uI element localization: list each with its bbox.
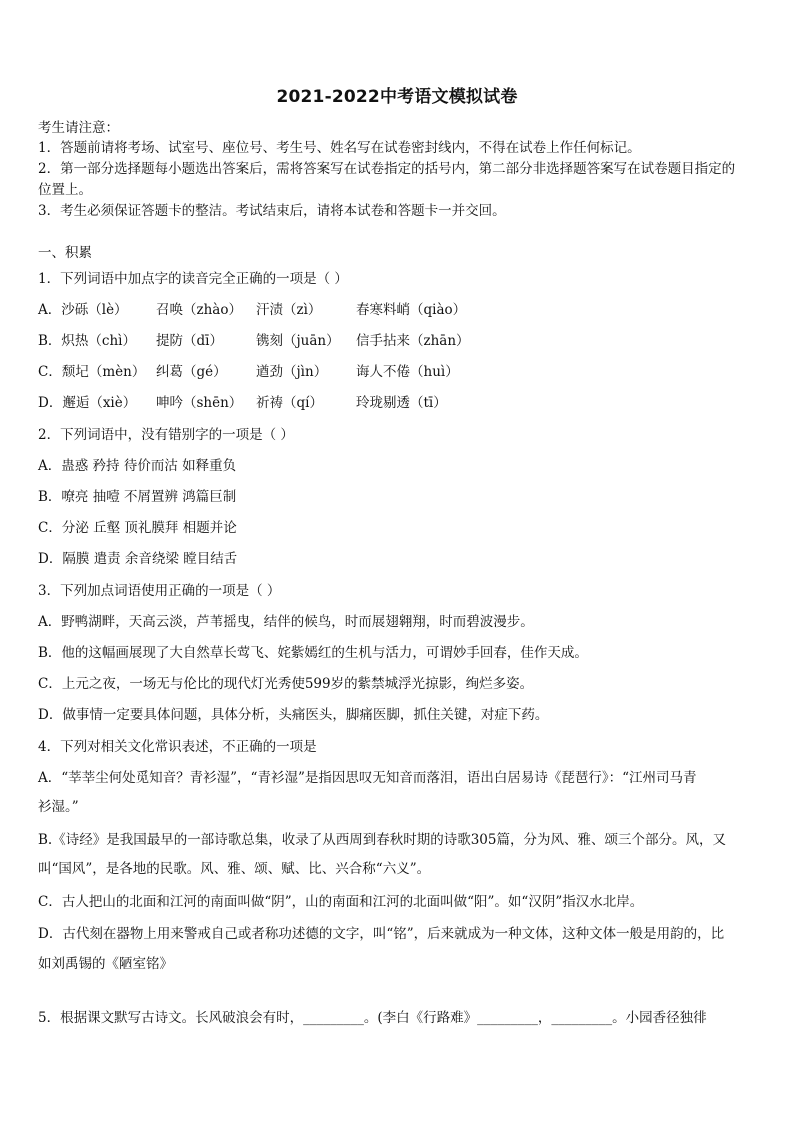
option-item: C．颓圮（mèn） bbox=[38, 364, 146, 380]
question-4-option-d: D．古代刻在器物上用来警戒自己或者称功述德的文字，叫“铭”，后来就成为一种文体，这种文体一般是用韵的，比 bbox=[38, 926, 725, 942]
question-3-stem: 3．下列加点词语使用正确的一项是（ ） bbox=[38, 583, 281, 599]
page-title: 2021-2022中考语文模拟试卷 bbox=[276, 87, 518, 107]
option-item: 诲人不倦（huì） bbox=[356, 364, 459, 380]
question-4-option-c: C．古人把山的北面和江河的南面叫做“阴”，山的南面和江河的北面叫做“阳”。如“汉阴”指汉水北岸。 bbox=[38, 894, 644, 910]
option-item: 镌刻（juān） bbox=[256, 333, 340, 349]
question-2-option-c: C．分泌 丘壑 顶礼膜拜 相题并论 bbox=[38, 520, 237, 536]
question-3-option-b: B．他的这幅画展现了大自然草长莺飞、姹紫嫣红的生机与活力，可谓妙手回春，佳作天成。 bbox=[38, 645, 588, 661]
option-item: 纠葛（gé） bbox=[156, 364, 227, 380]
option-item: 汗渍（zì） bbox=[256, 302, 322, 318]
option-item: 信手拈来（zhān） bbox=[356, 333, 470, 349]
question-1-option-d bbox=[38, 396, 447, 412]
question-4-option-a: A．“莘莘尘何处觅知音？青衫湿”，“青衫湿”是指因思叹无知音而落泪，语出白居易诗《琵琶行》：“江州司马青 bbox=[38, 770, 697, 786]
notice-item: 2．第一部分选择题每小题选出答案后，需将答案写在试卷指定的括号内，第二部分非选择题答案写在试卷题目指定的 bbox=[38, 161, 736, 177]
question-2-stem: 2．下列词语中，没有错别字的一项是（ ） bbox=[38, 427, 294, 443]
question-3-option-d: D．做事情一定要具体问题，具体分析，头痛医头，脚痛医脚，抓住关键，对症下药。 bbox=[38, 707, 549, 723]
notice-heading: 考生请注意： bbox=[38, 120, 119, 136]
question-1-option-b bbox=[38, 334, 470, 350]
question-3-option-a: A．野鸭湖畔，天高云淡，芦苇摇曳，结伴的候鸟，时而展翅翱翔，时而碧波漫步。 bbox=[38, 614, 534, 630]
option-item: 召唤（zhào） bbox=[156, 302, 242, 318]
question-5-stem: 5．根据课文默写古诗文。长风破浪会有时，_________。(李白《行路难》_________，_________。小园香径独徘 bbox=[38, 1010, 707, 1026]
question-4-stem: 4．下列对相关文化常识表述，不正确的一项是 bbox=[38, 739, 317, 755]
question-4-option-b: B.《诗经》是我国最早的一部诗歌总集，收录了从西周到春秋时期的诗歌305篇，分为风、雅、颂三个部分。风，又 bbox=[38, 832, 726, 848]
question-1-stem: 1．下列词语中加点字的读音完全正确的一项是（ ） bbox=[38, 271, 348, 287]
question-4-option-b-cont: 叫“国风”，是各地的民歌。风、雅、颂、赋、比、兴合称“六义”。 bbox=[38, 861, 431, 877]
question-4-option-d-cont: 如刘禹锡的《陋室铭》 bbox=[38, 956, 173, 972]
option-item: 春寒料峭（qiào） bbox=[356, 302, 467, 318]
question-2-option-b: B．嘹亮 抽噎 不屑置辨 鸿篇巨制 bbox=[38, 489, 237, 505]
option-item: 玲珑剔透（tī） bbox=[356, 395, 447, 411]
option-item: A．沙砾（lè） bbox=[38, 302, 128, 318]
section-heading: 一、积累 bbox=[38, 245, 92, 261]
question-2-option-a: A．蛊惑 矜持 待价而沽 如释重负 bbox=[38, 458, 237, 474]
option-item: 提防（dī） bbox=[156, 333, 223, 349]
question-1-option-c bbox=[38, 365, 459, 381]
option-item: D．邂逅（xiè） bbox=[38, 395, 137, 411]
notice-item: 位置上。 bbox=[38, 182, 92, 198]
question-2-option-d: D．隔膜 遣责 余音绕梁 瞠目结舌 bbox=[38, 551, 238, 567]
question-3-option-c: C．上元之夜，一场无与伦比的现代灯光秀使599岁的紫禁城浮光掠影，绚烂多姿。 bbox=[38, 676, 534, 692]
option-item: 呻吟（shēn） bbox=[156, 395, 243, 411]
question-4-option-a-cont: 衫湿。” bbox=[38, 799, 79, 815]
option-item: 祈祷（qí） bbox=[256, 395, 323, 411]
notice-item: 3．考生必须保证答题卡的整洁。考试结束后，请将本试卷和答题卡一并交回。 bbox=[38, 203, 506, 219]
option-item: 遒劲（jìn） bbox=[256, 364, 328, 380]
option-item: B．炽热（chì） bbox=[38, 333, 136, 349]
notice-item: 1．答题前请将考场、试室号、座位号、考生号、姓名写在试卷密封线内，不得在试卷上作任何标记。 bbox=[38, 140, 641, 156]
question-1-option-a bbox=[38, 303, 466, 319]
